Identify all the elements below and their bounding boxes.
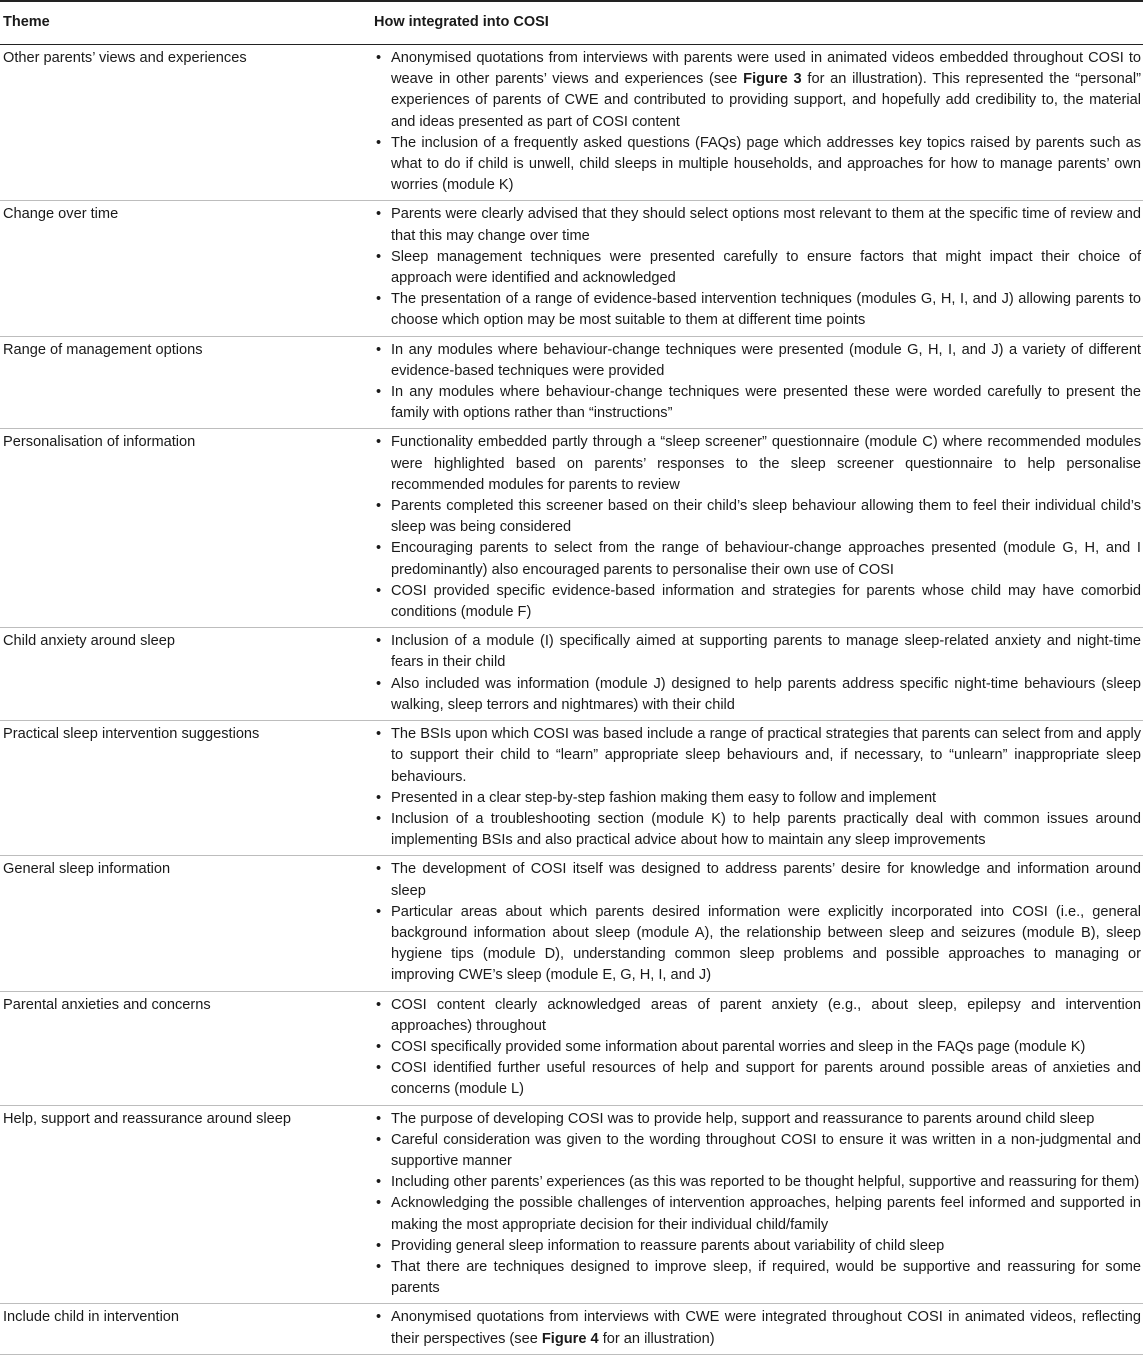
bullet-text: Careful consideration was given to the wording throughout COSI to ensure it was written in a non-judgmental and supportive manner <box>391 1131 1141 1169</box>
bullet-text: Parents completed this screener based on their child’s sleep behaviour allowing them to feel their individual child’s sleep was being considered <box>391 498 1141 536</box>
table-row <box>0 336 1143 429</box>
list-item <box>391 581 1143 623</box>
list-item <box>391 1109 1143 1130</box>
list-item <box>391 1130 1143 1172</box>
bullet-text: Inclusion of a troubleshooting section (module K) to help parents practically deal with common issues around implementing BSIs and also practical advice about how to maintain any sleep improvements <box>391 810 1141 849</box>
integration-cell <box>371 1304 1143 1354</box>
integration-cell <box>371 721 1143 856</box>
theme-cell: Change over time <box>0 201 371 336</box>
bullet-text: The inclusion of a frequently asked questions (FAQs) page which addresses key topics raised by parents such as what to do if child is unwell, child sleeps in multiple households, and approaches for how to manage parents’ own worries (module K) <box>391 134 1141 194</box>
table-row <box>0 429 1143 628</box>
table-row <box>0 201 1143 336</box>
bullet-text: That there are techniques designed to improve sleep, if required, would be supportive and reassuring for some parents <box>391 1258 1141 1297</box>
figure-reference: Figure 3 <box>743 71 802 88</box>
bullet-text: Providing general sleep information to reassure parents about variability of child sleep <box>391 1237 945 1254</box>
list-item <box>391 995 1143 1037</box>
table-header-row <box>0 1 1143 45</box>
integration-list <box>374 995 1143 1101</box>
bullet-text: COSI specifically provided some information about parental worries and sleep in the FAQs page (module K) <box>391 1038 1086 1055</box>
bullet-text: COSI content clearly acknowledged areas of parent anxiety (e.g., about sleep, epilepsy and intervention approaches) throughout <box>391 996 1141 1034</box>
list-item <box>391 788 1143 809</box>
list-item <box>391 382 1143 424</box>
bullet-text: Presented in a clear step-by-step fashion making them easy to follow and implement <box>391 789 937 806</box>
bullet-text: In any modules where behaviour-change techniques were presented these were worded carefully to present the family with options rather than “instructions” <box>391 384 1141 422</box>
integration-cell <box>371 856 1143 991</box>
figure-reference: Figure 4 <box>541 1330 599 1347</box>
integration-cell <box>371 628 1143 721</box>
list-item <box>391 859 1143 901</box>
list-item <box>391 340 1143 382</box>
bullet-text: Encouraging parents to select from the range of behaviour-change approaches presented (module G, H, and I predominantly) also encouraged parents to personalise their own use of COSI <box>391 540 1141 578</box>
header-theme: Theme <box>0 1 371 45</box>
integration-cell <box>371 45 1143 201</box>
list-item <box>391 631 1143 673</box>
bullet-text: In any modules where behaviour-change techniques were presented (module G, H, I, and J) a variety of different evidence-based techniques were provided <box>391 341 1141 379</box>
bullet-text: Anonymised quotations from interviews with CWE were integrated throughout COSI in animated videos, reflecting their perspectives (see <box>391 1309 1141 1347</box>
list-item <box>391 724 1143 788</box>
table-row <box>0 1105 1143 1304</box>
bullet-text: The BSIs upon which COSI was based include a range of practical strategies that parents can select from and apply to support their child to “learn” appropriate sleep behaviours and, if necessary, to “unlearn” inappropriate sleep behaviours. <box>391 726 1141 785</box>
list-item <box>391 1037 1143 1058</box>
bullet-text-continued: for an illustration). This represented the “personal” experiences of parents of CWE and contributed to providing support, and hopefully add credibility to, the material and ideas presented as part of COSI content <box>391 71 1141 130</box>
integration-cell <box>371 1105 1143 1304</box>
list-item <box>391 809 1143 851</box>
list-item <box>391 48 1143 133</box>
list-item <box>391 1236 1143 1257</box>
table-body <box>0 45 1143 1355</box>
bullet-text: Inclusion of a module (I) specifically aimed at supporting parents to manage sleep-related anxiety and night-time fears in their child <box>391 633 1141 671</box>
bullet-text: Functionality embedded partly through a “sleep screener” questionnaire (module C) where recommended modules were highlighted based on parents’ responses to the sleep screener questionnaire to help personalise recommended modules for parents to review <box>391 434 1141 493</box>
list-item <box>391 204 1143 246</box>
table-row <box>0 721 1143 856</box>
integration-cell <box>371 429 1143 628</box>
theme-cell: Practical sleep intervention suggestions <box>0 721 371 856</box>
theme-cell: Range of management options <box>0 336 371 429</box>
bullet-text-continued: for an illustration) <box>598 1330 715 1347</box>
header-how-integrated: How integrated into COSI <box>371 1 1143 45</box>
table-row <box>0 991 1143 1105</box>
list-item <box>391 902 1143 987</box>
theme-cell: Child anxiety around sleep <box>0 628 371 721</box>
integration-cell <box>371 991 1143 1105</box>
list-item <box>391 1193 1143 1235</box>
integration-list <box>374 1109 1143 1300</box>
bullet-text: COSI identified further useful resources of help and support for parents around possible areas of anxieties and concerns (module L) <box>391 1060 1141 1098</box>
list-item <box>391 432 1143 496</box>
theme-cell: Help, support and reassurance around sleep <box>0 1105 371 1304</box>
theme-cell: Other parents’ views and experiences <box>0 45 371 201</box>
theme-cell: Parental anxieties and concerns <box>0 991 371 1105</box>
list-item <box>391 1058 1143 1100</box>
list-item <box>391 1172 1143 1193</box>
list-item <box>391 674 1143 716</box>
table-row <box>0 45 1143 201</box>
theme-cell: General sleep information <box>0 856 371 991</box>
bullet-text: Also included was information (module J) designed to help parents address specific night-time behaviours (sleep walking, sleep terrors and nightmares) with their child <box>391 675 1141 713</box>
bullet-text: The purpose of developing COSI was to provide help, support and reassurance to parents around child sleep <box>391 1110 1095 1127</box>
integration-list <box>374 48 1143 196</box>
table-row <box>0 856 1143 991</box>
bullet-text: COSI provided specific evidence-based information and strategies for parents whose child may have comorbid conditions (module F) <box>391 582 1141 621</box>
bullet-text: The presentation of a range of evidence-based intervention techniques (modules G, H, I, and J) allowing parents to choose which option may be most suitable to them at different time points <box>391 291 1141 329</box>
table-row <box>0 628 1143 721</box>
bullet-text: Particular areas about which parents desired information were explicitly incorporated into COSI (i.e., general background information about sleep (module A), the relationship between sleep and seizures (module B), sleep hygiene tips (module D), understanding common sleep problems and possible approaches to managing or improving CWE’s sleep (module E, G, H, I, and J) <box>391 903 1141 984</box>
integration-list <box>374 724 1143 851</box>
list-item <box>391 133 1143 197</box>
list-item <box>391 247 1143 289</box>
bullet-text: Acknowledging the possible challenges of intervention approaches, helping parents feel informed and supported in making the most appropriate decision for their individual child/family <box>391 1195 1141 1233</box>
list-item <box>391 289 1143 331</box>
list-item <box>391 538 1143 580</box>
list-item <box>391 1257 1143 1299</box>
list-item <box>391 1307 1143 1349</box>
bullet-text: Anonymised quotations from interviews with parents were used in animated videos embedded throughout COSI to weave in other parents’ views and experiences (see <box>391 50 1141 88</box>
integration-list <box>374 432 1143 623</box>
table-row <box>0 1304 1143 1354</box>
integration-list <box>374 340 1143 425</box>
integration-cell <box>371 201 1143 336</box>
theme-cell: Personalisation of information <box>0 429 371 628</box>
integration-list <box>374 204 1143 331</box>
list-item <box>391 496 1143 538</box>
theme-cell: Include child in intervention <box>0 1304 371 1354</box>
integration-list <box>374 859 1143 986</box>
bullet-text: Parents were clearly advised that they should select options most relevant to them at the specific time of review and that this may change over time <box>391 206 1141 244</box>
bullet-text: Including other parents’ experiences (as this was reported to be thought helpful, supportive and reassuring for them) <box>391 1174 1140 1191</box>
integration-list <box>374 631 1143 716</box>
integration-cell <box>371 336 1143 429</box>
bullet-text: Sleep management techniques were presented carefully to ensure factors that might impact their choice of approach were identified and acknowledged <box>391 248 1141 287</box>
integration-list <box>374 1307 1143 1349</box>
bullet-text: The development of COSI itself was designed to address parents’ desire for knowledge and information around sleep <box>391 861 1141 899</box>
